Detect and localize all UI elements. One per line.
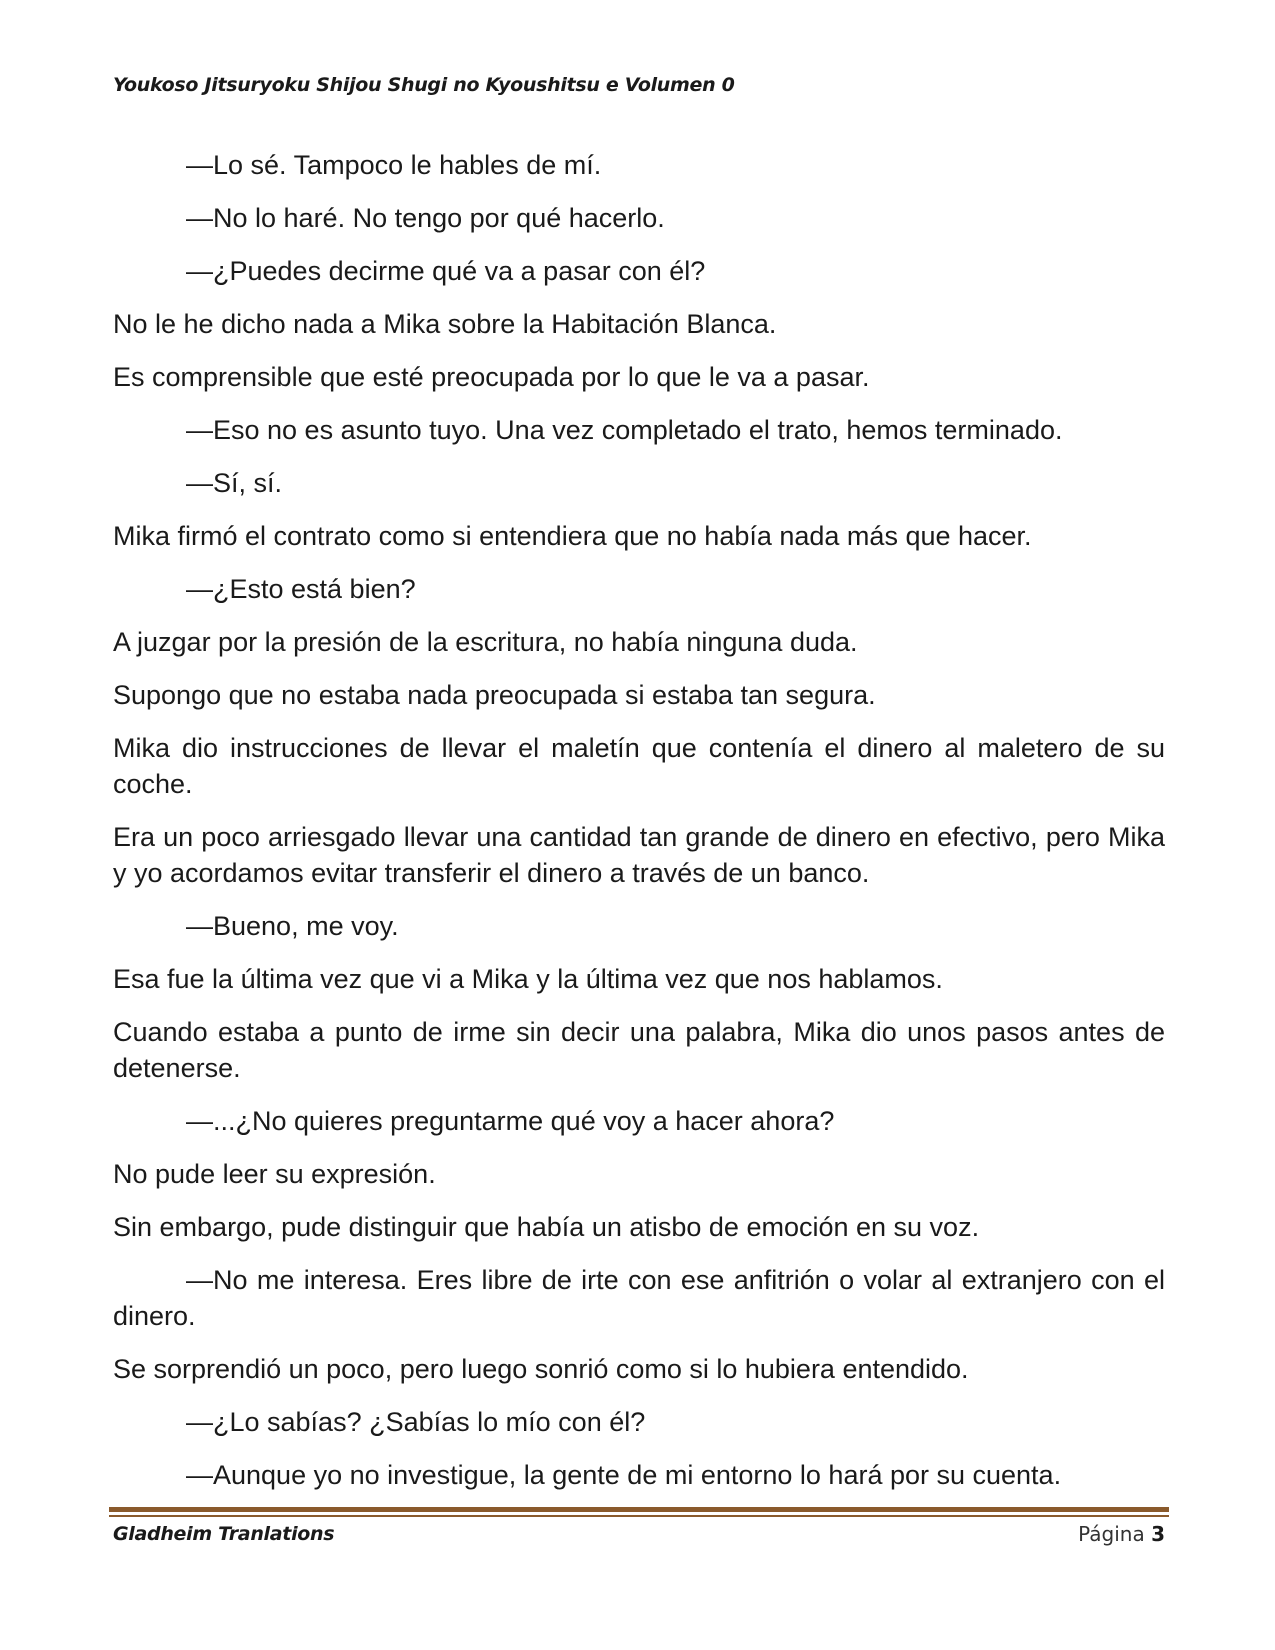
paragraph: Es comprensible que esté preocupada por lo que le va a pasar. (113, 362, 870, 392)
paragraph: —Lo sé. Tampoco le hables de mí. (186, 150, 602, 180)
paragraph: —No me interesa. Eres libre de irte con ese anfitrión o volar al extranjero con el dinero. (113, 1265, 1165, 1331)
page-body (113, 147, 1165, 1510)
page-number-label (1078, 1522, 1165, 1546)
paragraph: Esa fue la última vez que vi a Mika y la última vez que nos hablamos. (113, 964, 943, 994)
paragraph: Mika firmó el contrato como si entendiera que no había nada más que hacer. (113, 521, 1032, 551)
paragraph: —Eso no es asunto tuyo. Una vez completado el trato, hemos terminado. (186, 415, 1063, 445)
paragraph: Era un poco arriesgado llevar una cantidad tan grande de dinero en efectivo, pero Mika y yo acordamos evitar transferir el dinero a través de un banco. (113, 822, 1165, 888)
paragraph: Supongo que no estaba nada preocupada si estaba tan segura. (113, 680, 876, 710)
paragraph: —Sí, sí. (186, 468, 283, 498)
running-header: Youkoso Jitsuryoku Shijou Shugi no Kyoushitsu e Volumen 0 (113, 74, 735, 96)
paragraph: —¿Esto está bien? (186, 574, 416, 604)
page-number: 3 (1151, 1522, 1165, 1546)
paragraph: Sin embargo, pude distinguir que había un atisbo de emoción en su voz. (113, 1212, 980, 1242)
paragraph: Cuando estaba a punto de irme sin decir una palabra, Mika dio unos pasos antes de detenerse. (113, 1017, 1165, 1083)
paragraph: —¿Puedes decirme qué va a pasar con él? (186, 256, 706, 286)
footer-credit: Gladheim Tranlations (113, 1523, 335, 1545)
paragraph: —...¿No quieres preguntarme qué voy a hacer ahora? (186, 1106, 835, 1136)
paragraph: —¿Lo sabías? ¿Sabías lo mío con él? (186, 1407, 646, 1437)
page-label: Página (1078, 1522, 1145, 1546)
footer-divider (109, 1507, 1169, 1517)
paragraph: —No lo haré. No tengo por qué hacerlo. (186, 203, 665, 233)
paragraph: Mika dio instrucciones de llevar el maletín que contenía el dinero al maletero de su coche. (113, 733, 1165, 799)
footer-divider-thin (109, 1515, 1169, 1517)
paragraph: Se sorprendió un poco, pero luego sonrió como si lo hubiera entendido. (113, 1354, 969, 1384)
paragraph: No pude leer su expresión. (113, 1159, 436, 1189)
paragraph: —Aunque yo no investigue, la gente de mi entorno lo hará por su cuenta. (186, 1460, 1062, 1490)
paragraph: A juzgar por la presión de la escritura, no había ninguna duda. (113, 627, 858, 657)
paragraph: No le he dicho nada a Mika sobre la Habitación Blanca. (113, 309, 777, 339)
paragraph: —Bueno, me voy. (186, 911, 399, 941)
footer-divider-thick (109, 1507, 1169, 1512)
